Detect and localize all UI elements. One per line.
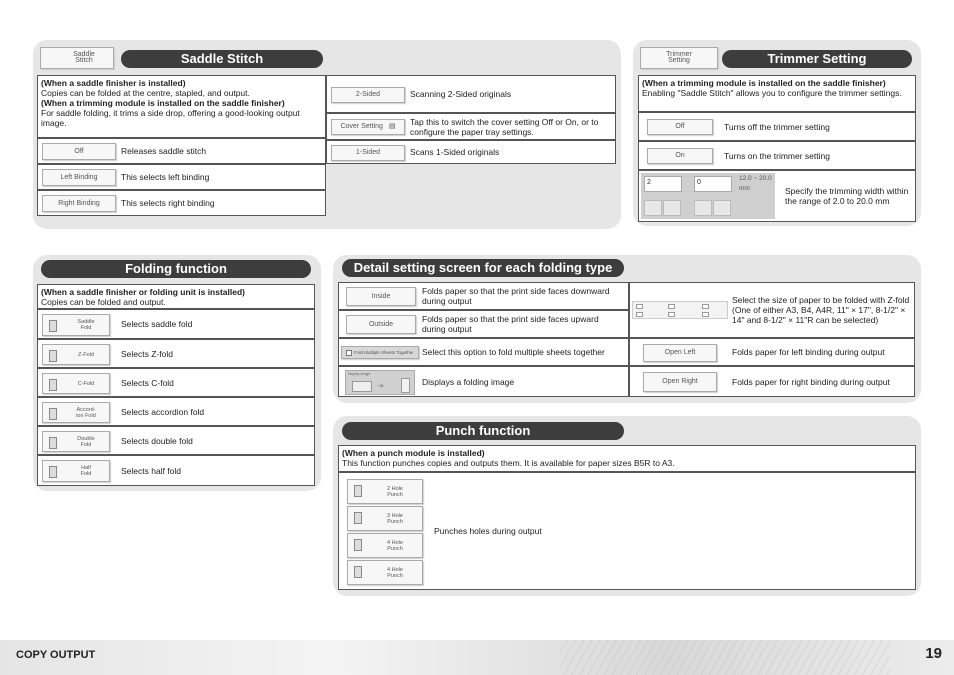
c-fold-icon (49, 379, 57, 391)
saddle-row-right-binding (37, 190, 326, 216)
paper-tray-icon: ▤ (388, 123, 396, 130)
double-fold-icon (49, 437, 57, 449)
fold-row-c (37, 368, 315, 397)
three-hole-punch-icon (354, 512, 362, 524)
fold-row-half (37, 455, 315, 486)
inside-button[interactable]: Inside (346, 287, 416, 306)
display-image-label: Display Image (348, 372, 371, 376)
trimmer-notes (638, 75, 916, 112)
footer-decoration (560, 640, 890, 675)
detail-row-text: Displays a folding image (422, 376, 515, 387)
saddle-note2-body: For saddle folding, it trims a side drop, offering a good-looking output image. (41, 108, 300, 128)
trim-int-minus-button[interactable] (644, 200, 662, 216)
trimmer-row-off (638, 112, 916, 141)
saddle-note1-body: Copies can be folded at the centre, stapled, and output. (41, 88, 250, 98)
detail-right-row-text: Folds paper for left binding during output (732, 347, 885, 357)
saddle-fold-label: Saddle Fold (77, 319, 95, 331)
trimmer-row-on (638, 141, 916, 170)
footer-section-label: COPY OUTPUT (16, 649, 96, 661)
one-sided-button[interactable]: 1-Sided (331, 145, 405, 161)
detail-row-paper-size (629, 282, 915, 338)
four-hole-punch-icon (354, 539, 362, 551)
trimmer-row-text: Turns on the trimmer setting (724, 150, 830, 161)
four-hole-punch-label: 4 Hole Punch (387, 540, 403, 552)
trim-width-range: 12.0 ~ 20.0 (739, 175, 772, 182)
two-hole-punch-button[interactable] (347, 479, 423, 504)
two-sided-button[interactable]: 2-Sided (331, 87, 405, 103)
size-option-icon[interactable] (668, 304, 675, 309)
detail-row-display-image (338, 366, 629, 397)
punch-row-text: Punches holes during output (434, 526, 542, 536)
trimmer-width-text: Specify the trimming width within the range of 2.0 to 20.0 mm (785, 186, 909, 206)
detail-row-inside (338, 282, 629, 310)
page-footer (0, 640, 954, 675)
saddle-fold-button[interactable] (42, 314, 110, 336)
folding-notes (37, 284, 315, 309)
punch-function-title: Punch function (342, 422, 624, 440)
punch-note-body: This function punches copies and outputs them. It is available for paper sizes B5R to A3. (342, 458, 675, 468)
detail-row-open-left (629, 338, 915, 366)
z-fold-icon (49, 350, 57, 362)
saddle-row-text: Releases saddle stitch (121, 146, 207, 156)
fold-row-text: Selects Z-fold (121, 348, 173, 359)
punch-row (338, 472, 916, 590)
checkbox-icon (346, 350, 352, 356)
size-option-icon[interactable] (636, 304, 643, 309)
accordion-fold-label: Accord- ion Fold (76, 407, 96, 419)
fold-row-text: Selects C-fold (121, 377, 174, 388)
half-fold-button[interactable] (42, 460, 110, 482)
detail-row-text: Folds paper so that the print side faces upward during output (422, 314, 599, 334)
four-hole-punch-alt-label: 4 Hole Punch (387, 567, 403, 579)
four-hole-punch-alt-button[interactable] (347, 560, 423, 585)
saddle-row-cover-setting (326, 113, 616, 140)
saddle-row-text: This selects right binding (121, 198, 215, 208)
double-fold-button[interactable] (42, 431, 110, 452)
saddle-right-row-text: Tap this to switch the cover setting Off or On, or to configure the paper tray settings. (410, 116, 599, 137)
fold-row-text: Selects accordion fold (121, 406, 205, 417)
accordion-fold-icon (49, 408, 57, 420)
folded-sheet-icon (401, 378, 410, 393)
detail-row-multiple-sheets (338, 338, 629, 366)
detail-right-row-text: Folds paper for right binding during output (732, 376, 890, 387)
trim-int-plus-button[interactable] (663, 200, 681, 216)
trim-dec-minus-button[interactable] (694, 200, 712, 216)
trim-dec-plus-button[interactable] (713, 200, 731, 216)
saddle-note2-head: (When a trimming module is installed on the saddle finisher) (41, 98, 285, 108)
arrow-right-icon: ➔ (378, 383, 384, 390)
detail-row-text: Select this option to fold multiple sheets together (422, 347, 605, 357)
fold-row-z (37, 339, 315, 368)
open-left-button[interactable]: Open Left (643, 344, 717, 362)
fold-row-text: Selects saddle fold (121, 319, 193, 329)
three-hole-punch-button[interactable] (347, 506, 423, 531)
z-fold-label: Z-Fold (78, 352, 94, 358)
fold-multiple-sheets-toggle[interactable] (341, 346, 419, 359)
trimmer-note-body: Enabling "Saddle Stitch" allows you to configure the trimmer settings. (642, 88, 902, 98)
double-fold-label: Double Fold (77, 436, 95, 448)
four-hole-punch-alt-icon (354, 566, 362, 578)
half-fold-label: Half Fold (80, 465, 92, 477)
saddle-stitch-title: Saddle Stitch (121, 50, 323, 68)
saddle-stitch-notes (37, 75, 326, 138)
detail-setting-title: Detail setting screen for each folding type (342, 259, 624, 277)
paper-size-selector[interactable] (632, 301, 728, 319)
saddle-right-row-text: Scanning 2-Sided originals (410, 89, 512, 99)
saddle-row-2-sided (326, 75, 616, 113)
saddle-right-row-text: Scans 1-Sided originals (410, 147, 500, 157)
saddle-row-1-sided (326, 140, 616, 164)
fold-row-accordion (37, 397, 315, 426)
fold-row-double (37, 426, 315, 455)
trimmer-row-text: Turns off the trimmer setting (724, 121, 830, 132)
c-fold-label: C-Fold (77, 381, 95, 387)
fold-row-saddle (37, 309, 315, 339)
saddle-fold-icon (49, 320, 57, 332)
z-fold-button[interactable] (42, 344, 110, 365)
detail-row-text: Folds paper so that the print side faces downward during output (422, 286, 610, 306)
trimmer-setting-title: Trimmer Setting (722, 50, 912, 68)
folding-note-body: Copies can be folded and output. (41, 297, 166, 307)
paper-size-text: Select the size of paper to be folded with Z-fold (One of either A3, B4, A4R, 11" × 17", 8-1/2" × 14" and 8-1/2" × 11"R can be selected) (732, 295, 910, 325)
size-option-icon[interactable] (702, 304, 709, 309)
outside-button[interactable]: Outside (346, 315, 416, 334)
left-binding-button[interactable]: Left Binding (42, 169, 116, 186)
cover-setting-label: Cover Setting (340, 123, 383, 130)
two-hole-punch-label: 2 Hole Punch (387, 486, 403, 498)
trimming-width-keypad (641, 173, 775, 219)
trimmer-setting-tab-button[interactable]: Trimmer Setting (640, 47, 718, 69)
saddle-off-button[interactable]: Off (42, 143, 116, 160)
saddle-stitch-tab-button[interactable]: Saddle Stitch (40, 47, 114, 69)
saddle-row-text: This selects left binding (121, 172, 210, 182)
folding-image-preview[interactable] (345, 370, 415, 395)
saddle-row-off (37, 138, 326, 164)
saddle-row-left-binding (37, 164, 326, 190)
page-number: 19 (925, 645, 942, 662)
trimmer-on-button[interactable]: On (647, 148, 713, 164)
detail-row-open-right (629, 366, 915, 397)
open-right-button[interactable]: Open Right (643, 372, 717, 392)
fold-multiple-label: Fold Multiple Sheets Together (354, 349, 414, 355)
trim-width-decimal-field[interactable]: 0 (694, 176, 732, 192)
half-fold-icon (49, 466, 57, 478)
right-binding-button[interactable]: Right Binding (42, 195, 116, 212)
cover-setting-button[interactable] (331, 119, 405, 135)
fold-row-text: Selects half fold (121, 465, 182, 476)
folding-function-title: Folding function (41, 260, 311, 278)
trimmer-note-head: (When a trimming module is installed on the saddle finisher) (642, 78, 886, 88)
size-option-icon[interactable] (636, 312, 643, 317)
punch-note-head: (When a punch module is installed) (342, 448, 485, 458)
trim-width-integer-field[interactable]: 2 (644, 176, 682, 192)
two-hole-punch-icon (354, 485, 362, 497)
folding-note-head: (When a saddle finisher or folding unit is installed) (41, 287, 246, 297)
size-option-icon[interactable] (702, 312, 709, 317)
fold-preview-icon (352, 381, 372, 392)
trimmer-row-width (638, 170, 916, 222)
trimmer-off-button[interactable]: Off (647, 119, 713, 135)
four-hole-punch-button[interactable] (347, 533, 423, 558)
trim-width-unit: mm (739, 185, 750, 192)
three-hole-punch-label: 3 Hole Punch (387, 513, 403, 525)
detail-row-outside (338, 310, 629, 338)
accordion-fold-button[interactable] (42, 402, 110, 423)
c-fold-button[interactable] (42, 373, 110, 394)
saddle-note1-head: (When a saddle finisher is installed) (41, 78, 186, 88)
punch-notes (338, 445, 916, 472)
size-option-icon[interactable] (668, 312, 675, 317)
fold-row-text: Selects double fold (121, 435, 193, 446)
